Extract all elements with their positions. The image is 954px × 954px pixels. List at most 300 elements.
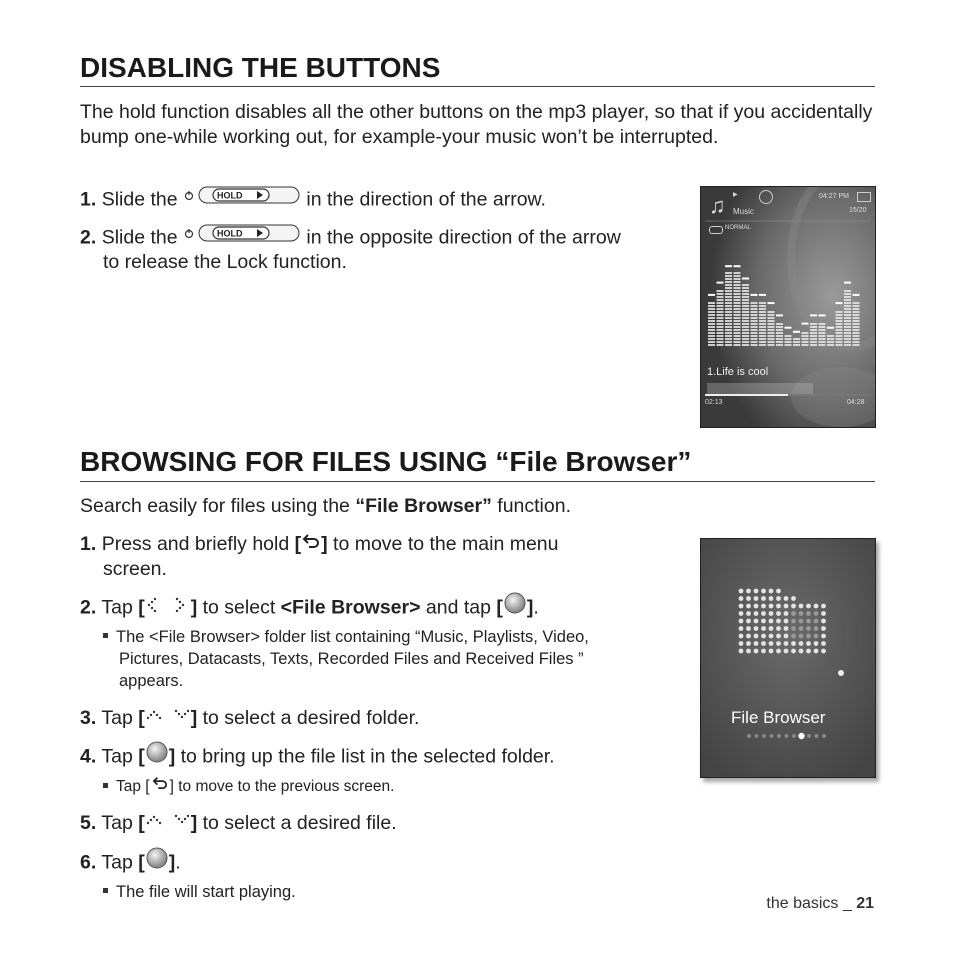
step-number: 1. (80, 533, 97, 555)
equalizer-bar-segment (742, 317, 749, 319)
page-dot (792, 734, 796, 738)
folder-dot (821, 626, 826, 631)
equalizer-bar-segment (776, 341, 783, 343)
equalizer-bar-segment (725, 287, 732, 289)
equalizer-bar-segment (836, 332, 843, 334)
folder-dot (746, 626, 751, 631)
equalizer-bar-segment (708, 329, 715, 331)
equalizer-bar-segment (734, 314, 741, 316)
equalizer-bar-segment (708, 311, 715, 313)
equalizer-bar-segment (708, 332, 715, 334)
equalizer-peak (742, 278, 749, 280)
equalizer-bar-segment (768, 329, 775, 331)
bracket: ] (526, 596, 534, 619)
equalizer-bar-segment (708, 344, 715, 346)
equalizer-peak (819, 314, 826, 316)
select-button-icon (145, 847, 169, 876)
folder-dot (814, 641, 819, 646)
equalizer-bar-segment (708, 335, 715, 337)
folder-dot (784, 596, 789, 601)
equalizer-bar-segment (776, 338, 783, 340)
equalizer-peak (717, 282, 724, 284)
folder-dot (784, 626, 789, 631)
track-count: 15/20 (849, 207, 867, 214)
song-title: 1.Life is cool (707, 366, 769, 378)
page-dot (747, 734, 751, 738)
folder-dot (761, 611, 766, 616)
folder-dot (769, 611, 774, 616)
equalizer-bar-segment (802, 338, 809, 340)
equalizer-bar-segment (751, 338, 758, 340)
hold-step-1 (80, 187, 546, 214)
equalizer-bar-segment (853, 338, 860, 340)
step-number: 3. (80, 707, 97, 729)
folder-dot (739, 596, 744, 601)
bracket: ] (190, 596, 198, 619)
folder-dot (769, 596, 774, 601)
menu-name: <File Browser> (280, 596, 421, 619)
equalizer-bar-segment (751, 302, 758, 304)
folder-dot (799, 649, 804, 654)
equalizer-bar-segment (751, 344, 758, 346)
equalizer-bar-segment (844, 314, 851, 316)
equalizer-bar-segment (734, 293, 741, 295)
folder-dot (814, 619, 819, 624)
hold-intro-paragraph: The hold function disables all the other buttons on the mp3 player, so that if you accidentally bump one-while working out, for example-your music won’t be interrupted. (80, 101, 873, 148)
equalizer-bar-segment (742, 326, 749, 328)
equalizer-bar-segment (725, 308, 732, 310)
left-right-icon (145, 594, 191, 619)
folder-dot (791, 596, 796, 601)
folder-dot (821, 649, 826, 654)
equalizer-bar-segment (717, 299, 724, 301)
hold-label: HOLD (217, 228, 243, 239)
bracket: ] (168, 851, 176, 874)
bullet-square (103, 783, 108, 788)
folder-dot (754, 634, 759, 639)
equalizer-bar-segment (717, 341, 724, 343)
equalizer-bar-segment (759, 305, 766, 307)
step-text: . (175, 851, 181, 874)
select-button-icon (145, 741, 169, 770)
equalizer-bar-segment (725, 311, 732, 313)
equalizer-bar-segment (751, 311, 758, 313)
equalizer-bar-segment (742, 323, 749, 325)
equalizer-bar-segment (768, 344, 775, 346)
step-text: Tap (101, 707, 139, 729)
equalizer-bar-segment (810, 344, 817, 346)
equalizer-peak (725, 265, 732, 267)
folder-dot (761, 641, 766, 646)
bracket: [ (138, 596, 145, 619)
browse-step-1 (80, 532, 559, 557)
equalizer-bar-segment (836, 317, 843, 319)
page-dot (762, 734, 766, 738)
equalizer-bar-segment (844, 341, 851, 343)
intro-text: Search easily for files using the (80, 495, 356, 517)
equalizer-bar-segment (819, 335, 826, 337)
repeat-mode-icon (709, 226, 723, 234)
equalizer-bar-segment (717, 311, 724, 313)
equalizer-bar-segment (844, 332, 851, 334)
equalizer-bar-segment (819, 338, 826, 340)
equalizer-bar-segment (734, 284, 741, 286)
equalizer-bar-segment (717, 302, 724, 304)
section-title-browsing: BROWSING FOR FILES USING “File Browser” (80, 446, 692, 477)
equalizer-bar-segment (708, 317, 715, 319)
hold-label: HOLD (217, 190, 243, 201)
folder-dot (821, 611, 826, 616)
progress-fill (705, 394, 788, 396)
equalizer-bar-segment (844, 317, 851, 319)
equalizer-bar-segment (759, 323, 766, 325)
equalizer-bar-segment (844, 290, 851, 292)
equalizer-bar-segment (742, 335, 749, 337)
equalizer-bar-segment (742, 332, 749, 334)
equalizer-bar-segment (759, 335, 766, 337)
equalizer-bar-segment (793, 341, 800, 343)
bullet-folder-list (103, 626, 589, 692)
equalizer-peak (793, 331, 800, 333)
equalizer-bar-segment (819, 332, 826, 334)
folder-dot (746, 619, 751, 624)
equalizer-bar-segment (742, 314, 749, 316)
equalizer-bar-segment (717, 338, 724, 340)
equalizer-bar-segment (734, 281, 741, 283)
music-note-icon: ♫ (709, 193, 726, 218)
equalizer-bar-segment (802, 341, 809, 343)
equalizer-bar-segment (717, 290, 724, 292)
elapsed-time: 02:13 (705, 399, 723, 406)
page-dot (798, 733, 804, 739)
folder-dot (754, 641, 759, 646)
folder-dot (739, 604, 744, 609)
folder-dot (746, 589, 751, 594)
step-text: in the opposite direction of the arrow (306, 226, 621, 249)
folder-dot (814, 634, 819, 639)
equalizer-bar-segment (734, 308, 741, 310)
equalizer-bar-segment (742, 290, 749, 292)
page-dot (770, 734, 774, 738)
equalizer-bar-segment (768, 332, 775, 334)
equalizer-bar-segment (725, 281, 732, 283)
folder-dot (754, 596, 759, 601)
folder-dot (769, 626, 774, 631)
equalizer-bar-segment (844, 299, 851, 301)
bracket: [ (138, 745, 145, 768)
page-dot (807, 734, 811, 738)
section-divider (80, 86, 875, 87)
equalizer-bar-segment (751, 320, 758, 322)
folder-dot (769, 589, 774, 594)
equalizer-bar-segment (708, 320, 715, 322)
step-number: 5. (80, 812, 97, 834)
folder-dot (754, 604, 759, 609)
equalizer-bar-segment (853, 332, 860, 334)
folder-dot (746, 649, 751, 654)
equalizer-bar-segment (810, 329, 817, 331)
folder-dot (754, 649, 759, 654)
equalizer-bar-segment (836, 314, 843, 316)
equalizer-bar-segment (759, 338, 766, 340)
equalizer-bar-segment (836, 344, 843, 346)
equalizer-bar-segment (725, 296, 732, 298)
folder-dot (806, 626, 811, 631)
equalizer-bar-segment (853, 314, 860, 316)
equalizer-bar-segment (819, 326, 826, 328)
folder-dot (821, 619, 826, 624)
equalizer-bar-segment (734, 332, 741, 334)
equalizer-bar-segment (853, 326, 860, 328)
folder-dot (739, 626, 744, 631)
bullet-playing (103, 881, 296, 903)
equalizer-bar-segment (768, 326, 775, 328)
equalizer-bar-segment (734, 323, 741, 325)
step-number: 2. (80, 226, 97, 249)
equalizer-bar-segment (853, 302, 860, 304)
equalizer-bar-segment (725, 272, 732, 274)
folder-dot (761, 596, 766, 601)
equalizer-bar-segment (853, 308, 860, 310)
equalizer-bar-segment (725, 341, 732, 343)
equalizer-bar-segment (725, 290, 732, 292)
equalizer-bar-segment (802, 344, 809, 346)
step-text: Tap (101, 812, 139, 834)
folder-dot (761, 604, 766, 609)
section-title-disabling: DISABLING THE BUTTONS (80, 52, 441, 83)
folder-dot (791, 649, 796, 654)
equalizer-bar-segment (759, 329, 766, 331)
equalizer-bar-segment (717, 293, 724, 295)
equalizer-bar-segment (708, 341, 715, 343)
bracket: ] (190, 812, 198, 834)
page-footer (766, 895, 874, 913)
equalizer-peak (836, 302, 843, 304)
equalizer-bar-segment (785, 341, 792, 343)
step-text: to move to the main menu (327, 533, 559, 555)
browse-step-3 (80, 706, 419, 731)
equalizer-bar-segment (734, 341, 741, 343)
folder-dot (769, 619, 774, 624)
equalizer-bar-segment (810, 323, 817, 325)
equalizer-bar-segment (853, 317, 860, 319)
equalizer-bar-segment (725, 278, 732, 280)
step-text: Tap (101, 851, 139, 874)
equalizer-bar-segment (734, 305, 741, 307)
equalizer-bar-segment (793, 344, 800, 346)
equalizer-bar-segment (844, 296, 851, 298)
folder-dot (746, 596, 751, 601)
equalizer-bar-segment (785, 344, 792, 346)
equalizer-peak (785, 327, 792, 329)
equalizer-bar-segment (776, 335, 783, 337)
equalizer-bar-segment (734, 275, 741, 277)
repeat-icon (759, 190, 773, 204)
equalizer-bar-segment (768, 314, 775, 316)
folder-dot (769, 641, 774, 646)
folder-dot (776, 619, 781, 624)
folder-dot (746, 611, 751, 616)
equalizer-bar-segment (836, 311, 843, 313)
equalizer-bar-segment (776, 329, 783, 331)
equalizer-bar-segment (785, 338, 792, 340)
equalizer-bar-segment (853, 305, 860, 307)
file-browser-screen (700, 538, 876, 778)
folder-dot (784, 604, 789, 609)
equalizer-bar-segment (742, 338, 749, 340)
step-text: to bring up the file list in the selected folder. (175, 745, 555, 768)
folder-dot (754, 626, 759, 631)
equalizer-bar-segment (708, 305, 715, 307)
bullet-text: ] to move to the previous screen. (169, 778, 395, 796)
intro-bold: “File Browser” (355, 495, 492, 517)
folder-dot (821, 634, 826, 639)
folder-dot (814, 604, 819, 609)
equalizer-bar-segment (836, 323, 843, 325)
equalizer-bar-segment (759, 311, 766, 313)
equalizer-bar-segment (810, 341, 817, 343)
bracket: ] (190, 707, 198, 729)
folder-dot (761, 649, 766, 654)
equalizer-bar-segment (827, 338, 834, 340)
equalizer-bar-segment (717, 323, 724, 325)
play-indicator-icon: ▶ (733, 192, 738, 198)
equalizer-bar-segment (844, 329, 851, 331)
hold-switch-icon (183, 185, 301, 212)
equalizer-bar-segment (768, 317, 775, 319)
folder-dot (814, 649, 819, 654)
equalizer-bar-segment (717, 326, 724, 328)
step-text: in the direction of the arrow. (306, 188, 546, 211)
equalizer-bar-segment (844, 344, 851, 346)
browse-step-5 (80, 811, 397, 836)
equalizer-bar-segment (836, 338, 843, 340)
folder-dot (754, 619, 759, 624)
equalizer-bar-segment (708, 326, 715, 328)
select-button-icon (503, 592, 527, 621)
folder-dot (791, 626, 796, 631)
equalizer-bar-segment (734, 344, 741, 346)
folder-dot (784, 611, 789, 616)
equalizer-bar-segment (844, 335, 851, 337)
folder-dot (806, 641, 811, 646)
folder-dot (806, 611, 811, 616)
equalizer-bar-segment (751, 332, 758, 334)
folder-dot (821, 641, 826, 646)
folder-dot (769, 604, 774, 609)
equalizer-bar-segment (742, 305, 749, 307)
equalizer-bar-segment (844, 323, 851, 325)
page-dot (755, 734, 759, 738)
hold-step-2-cont: to release the Lock function. (103, 251, 347, 273)
equalizer-bar-segment (725, 323, 732, 325)
equalizer-bar-segment (725, 314, 732, 316)
equalizer-peak (751, 294, 758, 296)
total-time: 04:28 (847, 399, 865, 406)
equalizer-bar-segment (768, 323, 775, 325)
equalizer-bar-segment (742, 287, 749, 289)
equalizer-bar-segment (759, 344, 766, 346)
equalizer-bar-segment (751, 314, 758, 316)
equalizer-bar-segment (836, 341, 843, 343)
page-dot (822, 734, 826, 738)
folder-dot (739, 634, 744, 639)
equalizer-bar-segment (751, 317, 758, 319)
equalizer-bar-segment (853, 329, 860, 331)
equalizer-bar-segment (725, 284, 732, 286)
equalizer-bar-segment (717, 314, 724, 316)
equalizer-bar-segment (759, 302, 766, 304)
step-text: to select a desired file. (197, 812, 397, 834)
folder-dot (814, 611, 819, 616)
equalizer-peak (844, 282, 851, 284)
folder-dot (784, 619, 789, 624)
equalizer-bar-segment (853, 341, 860, 343)
section-divider (80, 481, 875, 482)
folder-dot (776, 634, 781, 639)
folder-dot (769, 634, 774, 639)
equalizer-bar-segment (776, 323, 783, 325)
equalizer-bar-segment (751, 335, 758, 337)
folder-dot (776, 596, 781, 601)
equalizer-bar-segment (785, 335, 792, 337)
bullet-text: The file will start playing. (116, 883, 296, 901)
equalizer-bar-segment (734, 326, 741, 328)
folder-dot (814, 626, 819, 631)
bullet-back (103, 776, 394, 798)
equalizer-bar-segment (725, 335, 732, 337)
page-dot (777, 734, 781, 738)
equalizer-bar-segment (844, 326, 851, 328)
equalizer-bar-segment (759, 341, 766, 343)
equalizer-bar-segment (819, 341, 826, 343)
equalizer-bar-segment (768, 311, 775, 313)
equalizer-bar-segment (725, 344, 732, 346)
equalizer-bar-segment (751, 326, 758, 328)
folder-dot (761, 626, 766, 631)
equalizer-bar-segment (759, 314, 766, 316)
equalizer-bar-segment (810, 335, 817, 337)
folder-dot (739, 589, 744, 594)
folder-dot (791, 634, 796, 639)
equalizer-bar-segment (751, 305, 758, 307)
equalizer-bar-segment (853, 320, 860, 322)
equalizer-bar-segment (717, 305, 724, 307)
equalizer-bar-segment (819, 323, 826, 325)
equalizer-bar-segment (759, 326, 766, 328)
equalizer-peak (776, 314, 783, 316)
equalizer-bar-segment (827, 335, 834, 337)
equalizer-bar-segment (853, 335, 860, 337)
equalizer-peak (810, 314, 817, 316)
step-text: to select a desired folder. (197, 707, 420, 729)
folder-dot (776, 641, 781, 646)
folder-dot (799, 619, 804, 624)
equalizer-bar-segment (725, 320, 732, 322)
folder-dot (776, 589, 781, 594)
equalizer-bar-segment (742, 302, 749, 304)
equalizer-bar-segment (827, 344, 834, 346)
equalizer-peak (802, 323, 809, 325)
equalizer-peak (708, 294, 715, 296)
equalizer-peak (827, 327, 834, 329)
folder-dot (791, 611, 796, 616)
step-text: Slide the (101, 188, 178, 211)
equalizer-bar-segment (725, 293, 732, 295)
folder-dot (776, 611, 781, 616)
play-mode-text: NORMAL (725, 225, 751, 231)
folder-dot (784, 634, 789, 639)
